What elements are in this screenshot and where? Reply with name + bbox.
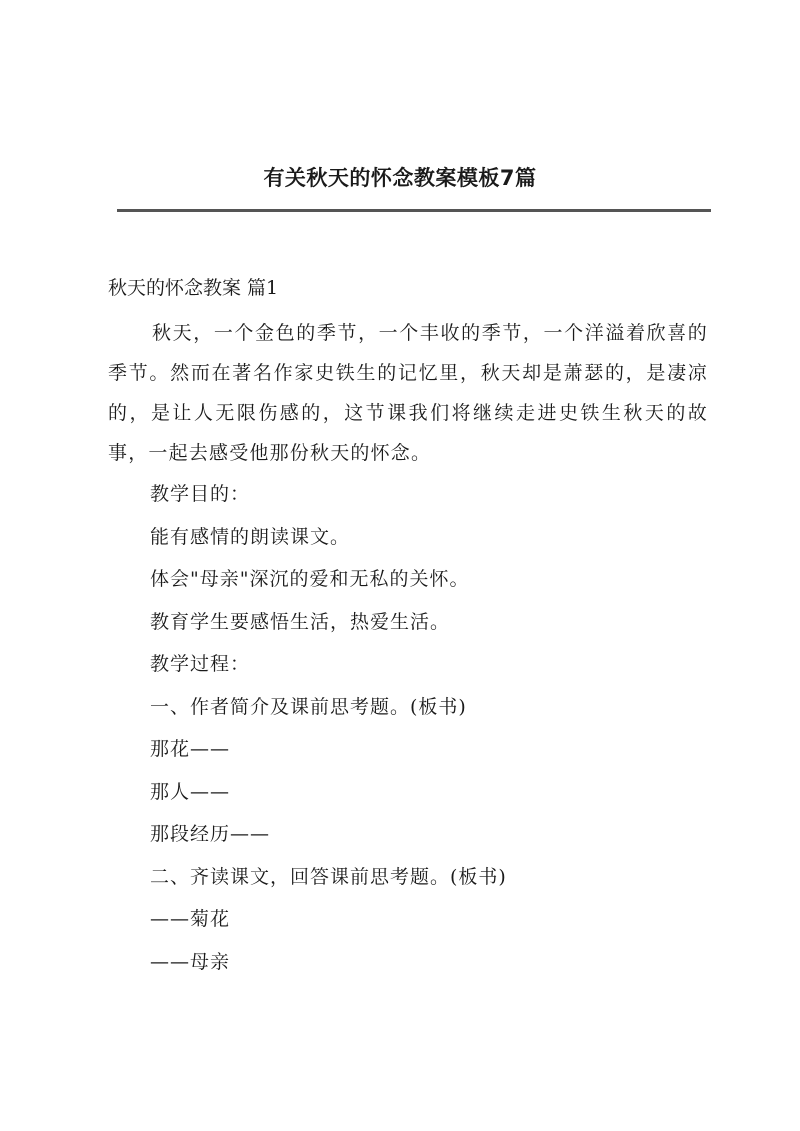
- text-line: 那人——: [150, 780, 231, 803]
- lesson-lines: [150, 473, 507, 983]
- text-line: ——菊花: [150, 908, 231, 930]
- text-line: 一、作者简介及课前思考题。(板书): [150, 695, 467, 718]
- text-line: ——母亲: [150, 950, 231, 973]
- section-heading: 秋天的怀念教案 篇1: [108, 277, 279, 299]
- text-line: 体会"母亲"深沉的爱和无私的关怀。: [150, 568, 470, 590]
- document-title: 有关秋天的怀念教案模板7篇: [263, 166, 537, 190]
- text-line: 能有感情的朗读课文。: [150, 525, 351, 548]
- text-line: 那段经历——: [150, 823, 271, 845]
- text-line: 教育学生要感悟生活，热爱生活。: [150, 610, 451, 633]
- intro-paragraph: 秋天，一个金色的季节，一个丰收的季节，一个洋溢着欣喜的季节。然而在著名作家史铁生的记忆里，秋天却是萧瑟的，是凄凉的，是让人无限伤感的，这节课我们将继续走进史铁生秋天的故事，一起去感受他那份秋天的怀念。: [108, 322, 708, 464]
- title-divider: [117, 209, 711, 212]
- text-line: 二、齐读课文，回答课前思考题。(板书): [150, 865, 507, 888]
- text-line: 教学过程：: [150, 653, 251, 675]
- text-line: 那花——: [150, 738, 231, 760]
- text-line: 教学目的：: [150, 483, 251, 505]
